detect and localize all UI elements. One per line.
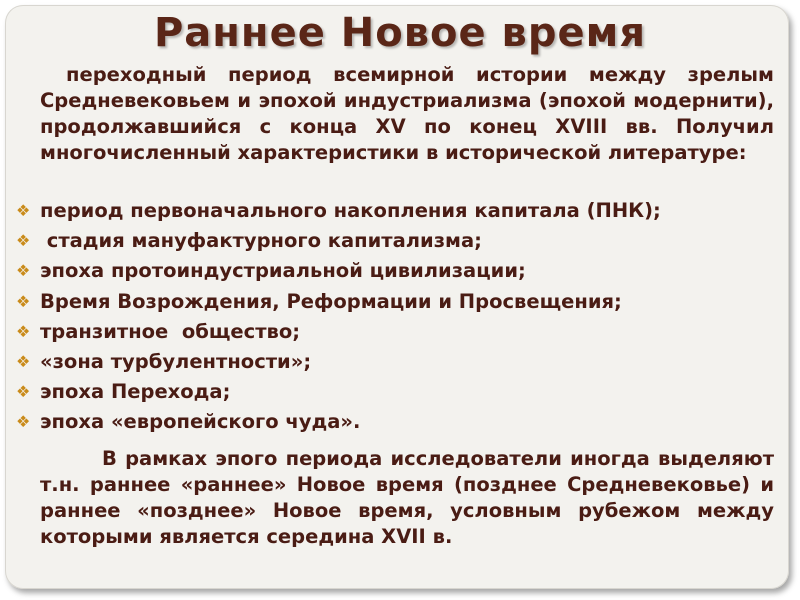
list-item [0,287,800,317]
list-item [0,407,800,437]
list-item-label: транзитное общество; [40,319,301,343]
intro-paragraph: переходный период всемирной истории между зрелым Средневековьем и эпохой индустриализма (эпохой модернити), продолжавшийся с конца XV по конец XVIII вв. Получил многочисленный характеристики в исторической литературе: [40,63,774,164]
list-item [0,317,800,347]
diamond-bullet-icon: ❖ [16,291,31,311]
diamond-bullet-icon: ❖ [16,201,31,220]
diamond-bullet-icon: ❖ [16,261,31,281]
diamond-bullet-icon: ❖ [16,321,31,341]
diamond-bullet-icon: ❖ [16,412,31,432]
list-item-label: стадия мануфактурного капитализма; [40,229,482,253]
list-item-label: эпоха «европейского чуда». [40,410,361,434]
list-item [0,256,800,286]
list-item-label: эпоха протоиндустриальной цивилизации; [40,259,526,283]
diamond-bullet-icon: ❖ [16,351,31,371]
list-item [0,226,800,256]
list-item-label: эпоха Перехода; [40,380,231,404]
bullet-list [0,196,800,438]
list-item-label: Время Возрождения, Реформации и Просвещения; [40,289,622,313]
list-item [0,347,800,377]
diamond-bullet-icon: ❖ [16,231,31,251]
outro-paragraph: В рамках эпого периода исследователи иногда выделяют т.н. раннее «раннее» Новое время (позднее Средневековье) и раннее «позднее» Новое время, условным рубежом между которыми является середина XVII в. [40,447,774,548]
list-item-label: «зона турбулентности»; [40,349,312,373]
list-item-label: период первоначального накопления капитала (ПНК); [40,199,661,222]
list-item [0,196,800,226]
list-item [0,377,800,407]
diamond-bullet-icon: ❖ [16,382,31,402]
slide-title: Раннее Новое время [153,10,647,56]
